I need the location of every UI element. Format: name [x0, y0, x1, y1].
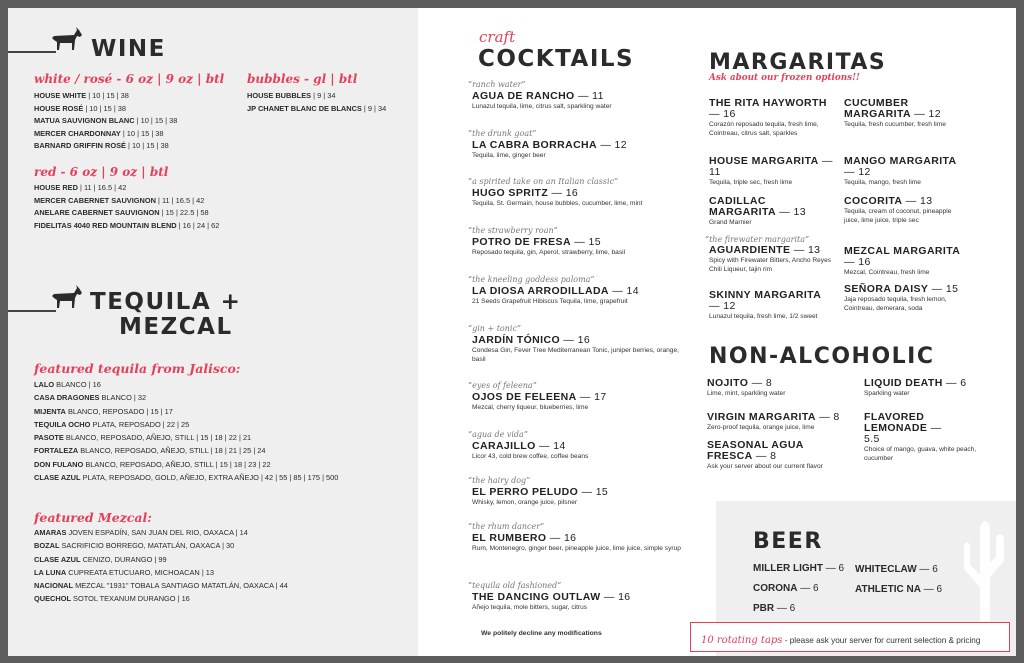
taps-count: 10 rotating taps: [701, 635, 783, 646]
cocktail-description: Reposado tequila, gin, Aperol, strawberry, lime, basil: [472, 249, 626, 256]
cocktail-nickname: “a spirited take on an Italian classic”: [468, 177, 619, 186]
margarita-description: Spicy with Firewater Bitters, Ancho Reyes Chili Liqueur, tajin rim: [709, 257, 832, 274]
rotating-taps-note: [690, 622, 1010, 652]
nonalc-item: [864, 412, 1004, 463]
cocktail-name: CARAJILLO: [472, 440, 536, 452]
beer-item: [753, 603, 795, 614]
cocktail-description: Añejo tequila, mole bitters, sugar, citrus: [472, 604, 588, 611]
list-item: NACIONAL MEZCAL "1931" TOBALA SANTIAGO MATATLÁN, OAXACA | 44: [34, 581, 288, 591]
red-heading: red - 6 oz | 9 oz | btl: [34, 165, 169, 179]
margarita-name: MANGO MARGARITA: [844, 155, 957, 167]
cocktail-description: Licor 43, cold brew coffee, coffee beans: [472, 453, 589, 460]
cocktail-item: [468, 476, 683, 522]
craft-label: craft: [479, 28, 516, 46]
cocktail-description: Mezcal, cherry liqueur, blueberries, lime: [472, 404, 589, 411]
cocktail-price: — 16: [560, 334, 591, 346]
list-item: AMARAS JOVEN ESPADÍN, SAN JUAN DEL RIO, OAXACA | 14: [34, 528, 248, 537]
margarita-name: MEZCAL MARGARITA: [844, 245, 961, 257]
bubbles-list: [247, 90, 386, 115]
beer-name: MILLER LIGHT: [753, 563, 823, 574]
margarita-price: — 13: [775, 206, 806, 218]
cocktail-nickname: “the drunk goat”: [468, 129, 537, 138]
beer-name: ATHLETIC NA: [855, 584, 921, 595]
list-item: FORTALEZA BLANCO, REPOSADO, AÑEJO, STILL | 18 | 21 | 25 | 24: [34, 446, 266, 456]
list-item: LA LUNA CUPREATA ETUCUARO, MICHOACAN | 13: [34, 567, 215, 577]
margarita-name: CUCUMBER MARGARITA: [844, 97, 911, 120]
list-item: JP CHANET BLANC DE BLANCS | 9 | 34: [247, 103, 387, 113]
cocktail-name: POTRO DE FRESA: [472, 236, 571, 248]
margarita-description: Tequila, mango, fresh lime: [844, 179, 921, 186]
cocktail-description: Lunazul tequila, lime, citrus salt, sparkling water: [472, 103, 612, 110]
nonalc-item: [864, 378, 1004, 412]
list-item: TEQUILA OCHO PLATA, REPOSADO | 22 | 25: [34, 419, 190, 429]
goat-icon: [50, 26, 84, 54]
cocktail-nickname: “the strawberry roan”: [468, 226, 558, 235]
list-item: QUECHOL SOTOL TEXANUM DURANGO | 16: [34, 594, 190, 604]
nonalc-description: Sparkling water: [864, 390, 910, 397]
beer-title: BEER: [753, 529, 823, 554]
margarita-col1: [705, 97, 834, 321]
nonalc-name: VIRGIN MARGARITA: [707, 411, 816, 423]
cocktail-price: — 17: [576, 391, 607, 403]
cocktail-name: THE DANCING OUTLAW: [472, 591, 601, 603]
beer-item: [855, 564, 938, 575]
cocktail-name: EL PERRO PELUDO: [472, 486, 579, 498]
margarita-name: CADILLAC MARGARITA: [709, 195, 776, 218]
cocktail-nickname: “eyes of feleena”: [468, 381, 537, 390]
list-item: BOZAL SACRIFICIO BORREGO, MATATLÁN, OAXACA | 30: [34, 541, 235, 551]
list-item: MATUA SAUVIGNON BLANC | 10 | 15 | 38: [34, 116, 178, 126]
cocktail-description: Rum, Montenegro, ginger beer, pineapple juice, lime juice, simple syrup: [472, 545, 681, 552]
margarita-description: Jaja reposado tequila, fresh lemon, Cointreau, demerara, soda: [844, 296, 947, 313]
margarita-item: [844, 284, 964, 313]
beer-item: [855, 584, 942, 595]
margaritas-title: MARGARITAS: [709, 50, 887, 75]
cocktails-title: COCKTAILS: [478, 46, 635, 72]
cocktail-price: — 16: [600, 591, 631, 603]
cocktail-name: AGUA DE RANCHO: [472, 90, 575, 102]
nonalc-description: Zero-proof tequila, orange juice, lime: [707, 424, 815, 431]
cocktail-item: [468, 129, 683, 177]
cocktail-item: [468, 177, 683, 226]
list-item: BARNARD GRIFFIN ROSÉ | 10 | 15 | 38: [34, 141, 169, 151]
cocktail-name: LA DIOSA ARRODILLADA: [472, 285, 609, 297]
cocktail-item: [468, 324, 683, 381]
cocktail-name: JARDÍN TÓNICO: [472, 334, 561, 346]
list-item: HOUSE ROSÉ | 10 | 15 | 38: [34, 103, 127, 113]
margarita-item: [844, 156, 964, 196]
nonalc-price: — 8: [815, 411, 840, 423]
margarita-price: — 16: [709, 108, 736, 120]
margarita-description: Grand Marnier: [709, 219, 752, 226]
nonalc-price: — 8: [752, 450, 777, 462]
cocktail-item: [468, 430, 683, 476]
margarita-name: SEÑORA DAISY: [844, 283, 929, 295]
margarita-description: Corazón reposado tequila, fresh lime, Cointreau, citrus salt, sparkles: [709, 121, 819, 138]
margarita-name: HOUSE MARGARITA: [709, 155, 819, 167]
margarita-description: Lunazul tequila, fresh lime, 1/2 sweet: [709, 313, 818, 320]
cocktail-description: Condesa Gin, Fever Tree Mediterranean Tonic, juniper berries, orange, basil: [472, 347, 679, 364]
nonalc-description: Choice of mango, guava, white peach, cucumber: [864, 446, 977, 463]
margarita-item: [844, 246, 964, 284]
cocktail-item: [468, 522, 683, 581]
cocktail-item: [468, 226, 683, 275]
cocktail-item: [468, 80, 683, 129]
beer-name: CORONA: [753, 583, 798, 594]
list-item: CASA DRAGONES BLANCO | 32: [34, 393, 147, 403]
margarita-description: Tequila, cream of coconut, pineapple juice, lime juice, triple sec: [844, 208, 952, 225]
cocktail-price: — 15: [578, 486, 609, 498]
cocktail-price: — 12: [597, 139, 628, 151]
margarita-item: [705, 235, 834, 290]
nonalc-price: — 8: [748, 377, 773, 389]
nonalc-item: [707, 440, 857, 471]
margarita-item: [709, 98, 834, 156]
list-item: ANELARE CABERNET SAUVIGNON | 15 | 22.5 | 58: [34, 208, 209, 218]
modifications-note: We politely decline any modifications: [481, 630, 602, 637]
divider: [8, 51, 56, 53]
goat-icon: [50, 284, 84, 312]
cocktail-description: Tequila, St. Germain, house bubbles, cucumber, lime, mint: [472, 200, 643, 207]
nonalc-name: SEASONAL AGUA FRESCA: [707, 439, 804, 462]
list-item: HOUSE BUBBLES | 9 | 34: [247, 91, 336, 100]
cocktail-item: [468, 581, 683, 623]
cocktail-name: HUGO SPRITZ: [472, 187, 549, 199]
margarita-price: — 13: [790, 244, 821, 256]
margarita-description: Tequila, triple sec, fresh lime: [709, 179, 793, 186]
margarita-item: [844, 196, 964, 246]
cocktail-price: — 16: [548, 187, 579, 199]
beer-item: [753, 583, 819, 594]
beer-price: — 6: [916, 564, 938, 575]
red-wine-list: [34, 182, 219, 232]
nonalc-name: NOJITO: [707, 377, 749, 389]
margarita-price: — 15: [928, 283, 959, 295]
list-item: DON FULANO BLANCO, REPOSADO, AÑEJO, STILL | 15 | 18 | 23 | 22: [34, 459, 271, 469]
cactus-icon: [964, 513, 1006, 621]
margarita-name: THE RITA HAYWORTH: [709, 97, 827, 109]
margarita-price: — 12: [844, 166, 871, 178]
margarita-name: SKINNY MARGARITA: [709, 289, 822, 301]
cocktail-list: [468, 80, 683, 623]
cocktail-name: EL RUMBERO: [472, 532, 547, 544]
list-item: HOUSE WHITE | 10 | 15 | 38: [34, 91, 129, 100]
mezcal-list: [34, 526, 288, 606]
beer-item: [753, 563, 844, 574]
cocktail-name: LA CABRA BORRACHA: [472, 139, 598, 151]
frozen-note: Ask about our frozen options!!: [709, 73, 860, 83]
right-panel: [418, 8, 1016, 656]
tequila-title-line1: TEQUILA +: [90, 289, 242, 315]
cocktail-nickname: “the kneeling goddess paloma”: [468, 275, 595, 284]
margarita-item: [709, 196, 834, 235]
margarita-description: Mezcal, Cointreau, fresh lime: [844, 269, 930, 276]
nonalc-description: Ask your server about our current flavor: [707, 463, 823, 470]
cocktail-nickname: “agua de vida”: [468, 430, 528, 439]
beer-price: — 6: [774, 603, 796, 614]
cocktail-description: Whisky, lemon, orange juice, pilsner: [472, 499, 578, 506]
cocktail-price: — 15: [570, 236, 601, 248]
margarita-price: — 12: [709, 300, 736, 312]
beer-price: — 6: [797, 583, 819, 594]
cocktail-nickname: “ranch water”: [468, 80, 526, 89]
list-item: CLASE AZUL CENIZO, DURANGO | 99: [34, 554, 167, 564]
nonalc-col1: [707, 378, 857, 471]
cocktail-item: [468, 275, 683, 324]
list-item: FIDELITAS 4040 RED MOUNTAIN BLEND | 16 | 24 | 62: [34, 220, 220, 230]
cocktail-nickname: “tequila old fashioned”: [468, 581, 562, 590]
margarita-price: — 12: [910, 108, 941, 120]
cocktail-price: — 11: [574, 90, 604, 102]
cocktail-price: — 14: [608, 285, 639, 297]
beer-price: — 6: [920, 584, 943, 595]
margarita-item: [844, 98, 964, 156]
divider: [8, 310, 56, 312]
cocktail-item: [468, 381, 683, 430]
nonalc-name: FLAVORED LEMONADE: [864, 411, 928, 434]
margarita-col2: [844, 98, 964, 313]
nonalc-price: — 6: [942, 377, 967, 389]
tequila-title-line2: MEZCAL: [119, 314, 233, 340]
cocktail-description: Tequila, lime, ginger beer: [472, 152, 546, 159]
nonalc-col2: [864, 378, 1004, 463]
margarita-nickname: “the firewater margarita”: [705, 235, 810, 244]
list-item: CLASE AZUL PLATA, REPOSADO, GOLD, AÑEJO, EXTRA AÑEJO | 42 | 55 | 85 | 175 | 500: [34, 473, 339, 483]
cocktail-nickname: “the rhum dancer”: [468, 522, 545, 531]
nonalc-description: Lime, mint, sparkling water: [707, 390, 786, 397]
beer-name: WHITECLAW: [855, 564, 917, 575]
left-panel: [8, 8, 418, 656]
nonalc-item: [707, 412, 857, 440]
margarita-item: [709, 290, 834, 321]
cocktail-description: 21 Seeds Grapefruit Hibiscus Tequila, lime, grapefruit: [472, 298, 628, 305]
cocktail-price: — 16: [546, 532, 577, 544]
list-item: MERCER CABERNET SAUVIGNON | 11 | 16.5 | 42: [34, 195, 205, 205]
tequila-list: [34, 378, 338, 484]
margarita-name: AGUARDIENTE: [709, 244, 791, 256]
margarita-item: [709, 156, 834, 196]
nonalc-price: — 5.5: [864, 422, 942, 445]
beer-name: PBR: [753, 603, 775, 614]
list-item: MERCER CHARDONNAY | 10 | 15 | 38: [34, 128, 164, 138]
bubbles-heading: bubbles - gl | btl: [247, 72, 358, 86]
margarita-price: — 13: [902, 195, 933, 207]
cocktail-name: OJOS DE FELEENA: [472, 391, 577, 403]
margarita-price: — 16: [844, 256, 871, 268]
list-item: HOUSE RED | 11 | 16.5 | 42: [34, 183, 127, 192]
wine-title: WINE: [91, 36, 166, 62]
white-wine-list: [34, 90, 177, 153]
list-item: MIJENTA BLANCO, REPOSADO | 15 | 17: [34, 406, 173, 416]
list-item: LALO BLANCO | 16: [34, 380, 101, 389]
nonalc-name: LIQUID DEATH: [864, 377, 943, 389]
featured-tequila-heading: featured tequila from Jalisco:: [34, 361, 241, 376]
taps-info: - please ask your server for current selection & pricing: [782, 636, 981, 645]
featured-mezcal-heading: featured Mezcal:: [34, 510, 152, 525]
cocktail-price: — 14: [535, 440, 566, 452]
margarita-name: COCORITA: [844, 195, 903, 207]
beer-price: — 6: [823, 563, 845, 574]
cocktail-nickname: “gin + tonic”: [468, 324, 522, 333]
margarita-description: Tequila, fresh cucumber, fresh lime: [844, 121, 946, 128]
non-alcoholic-title: NON-ALCOHOLIC: [709, 344, 935, 369]
nonalc-item: [707, 378, 857, 412]
white-rose-heading: white / rosé - 6 oz | 9 oz | btl: [34, 72, 225, 86]
margarita-price: — 11: [709, 155, 833, 178]
cocktail-nickname: “the hairy dog”: [468, 476, 531, 485]
list-item: PASOTE BLANCO, REPOSADO, AÑEJO, STILL | 15 | 18 | 22 | 21: [34, 433, 252, 443]
